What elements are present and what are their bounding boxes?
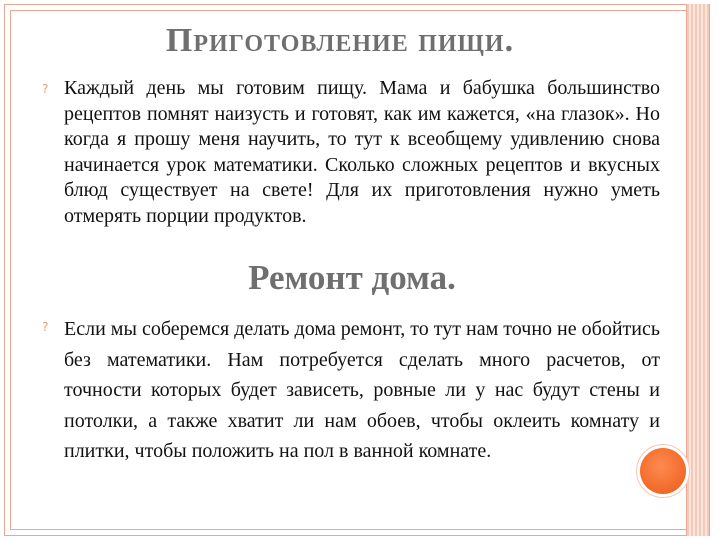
section-title-repair: Ремонт дома. bbox=[248, 258, 456, 297]
paragraph-repair: Если мы соберемся делать дома ремонт, то тут нам точно не обойтись без математики. Нам потребуется сделать много расчетов, от точности которых будет зависеть, ровные ли у нас будут стены и потолки, а также хватит ли нам обоев, чтобы оклеить комнату и плитки, чтобы положить на пол в ванной комнате. bbox=[64, 318, 660, 462]
paragraph-cooking: Каждый день мы готовим пищу. Мама и бабушка большинство рецептов помнят наизусть и готовят, как им кажется, «на глазок». Но когда я прошу меня научить, то тут к всеобщему удивлению снова начинается урок математики. Сколько сложных рецептов и вкусных блюд существует на свете! Для их приготовления нужно уметь отмерять порции продуктов. bbox=[64, 77, 660, 227]
bullet-marker-icon: ? bbox=[42, 320, 49, 334]
bullet-marker-icon: ? bbox=[42, 82, 49, 96]
section-title-cooking: Приготовление пищи. bbox=[165, 22, 515, 59]
